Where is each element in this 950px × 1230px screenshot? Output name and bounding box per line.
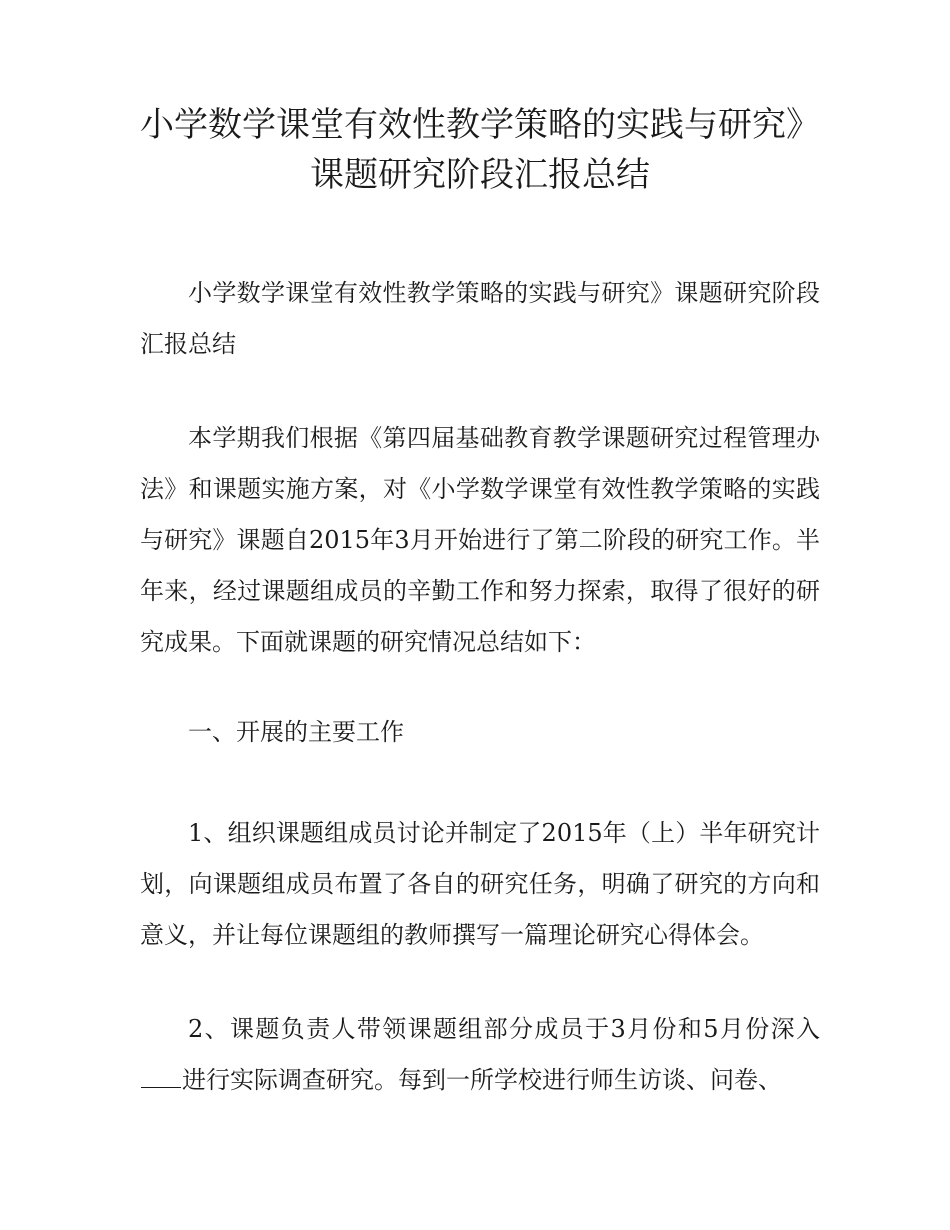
section-heading-main-work: 一、开展的主要工作 — [188, 718, 404, 746]
item-2-text-end: 进行实际调查研究。每到一所学校进行师生访谈、问卷、 — [182, 1066, 782, 1094]
paragraph-subtitle: 小学数学课堂有效性教学策略的实践与研究》课题研究阶段汇报总结 — [140, 279, 820, 358]
paragraph-item-1: 1、组织课题组成员讨论并制定了2015年（上）半年研究计划，向课题组成员布置了各自的研究任务，明确了研究的方向和意义，并让每位课题组的教师撰写一篇理论研究心得体会。 — [140, 819, 820, 949]
document-title: 小学数学课堂有效性教学策略的实践与研究》课题研究阶段汇报总结 — [140, 105, 820, 195]
item-2-text-start: 2、课题负责人带领课题组部分成员于3月份和5月份深入 — [188, 1015, 820, 1043]
paragraph-intro: 本学期我们根据《第四届基础教育教学课题研究过程管理办法》和课题实施方案，对《小学数学课堂有效性教学策略的实践与研究》课题自2015年3月开始进行了第二阶段的研究工作。半年来，经过课题组成员的辛勤工作和努力探索，取得了很好的研究成果。下面就课题的研究情况总结如下： — [140, 424, 820, 656]
fill-in-blank — [141, 1069, 181, 1088]
paragraph-item-2 — [140, 1004, 820, 1106]
